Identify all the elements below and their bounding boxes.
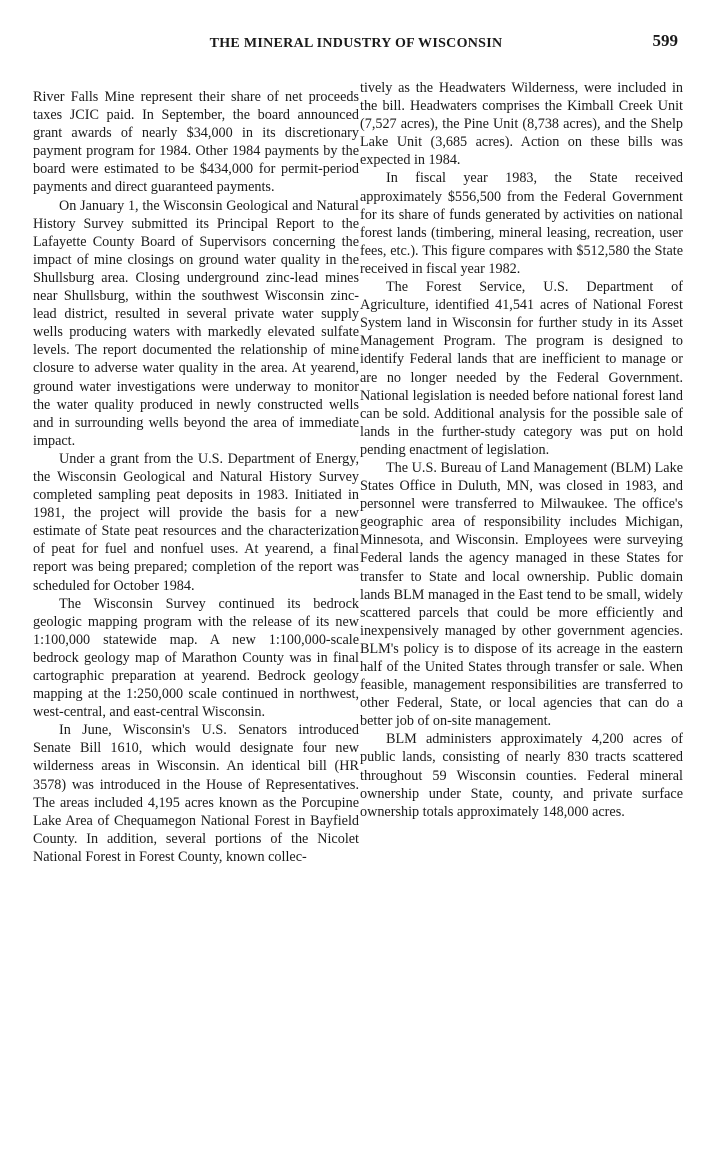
page-number: 599 [652, 31, 678, 50]
paragraph: The Wisconsin Survey continued its bedrock geologic mapping program with the release of its new 1:100,000 statewide map. A new 1:100,000-scale bedrock geology map of Marathon County was in final cartographic preparation at yearend. Bedrock geology mapping at the 1:250,000 scale continued in northwest, west-central, and east-central Wisconsin. [33, 595, 359, 721]
paragraph: River Falls Mine represent their share of net proceeds taxes JCIC paid. In September, the board announced grant awards of nearly $34,000 in its discretionary payment program for 1984. Other 1984 payments by the board were estimated to be $434,000 for permit-period payments and direct guaranteed payments. [33, 89, 359, 196]
paragraph: The Forest Service, U.S. Department of Agriculture, identified 41,541 acres of National Forest System land in Wisconsin for further study in its Asset Management Program. The program is designed to identify Federal lands that are inefficient to manage or are no longer needed by the Federal Government. National legislation is needed before national forest land can be sold. Additional analysis for the possible sale of lands in the further-study category was put on hold pending enactment of legislation. [360, 279, 683, 458]
paragraph: tively as the Headwaters Wilderness, were included in the bill. Headwaters comprises the Kimball Creek Unit (7,527 acres), the Pine Unit (8,738 acres), and the Shelp Lake Unit (3,685 acres). Action on these bills was expected in 1984. [360, 80, 683, 169]
right-column [360, 79, 683, 821]
paragraph: In fiscal year 1983, the State received approximately $556,500 from the Federal Government for its share of funds generated by activities on national forest lands (timbering, mineral leasing, recreation, user fees, etc.). This figure compares with $512,580 the State received in fiscal year 1982. [360, 170, 683, 277]
running-title: THE MINERAL INDUSTRY OF WISCONSIN [209, 36, 503, 51]
left-column [33, 88, 359, 866]
paragraph: Under a grant from the U.S. Department of Energy, the Wisconsin Geological and Natural History Survey completed sampling peat deposits in 1983. Initiated in 1981, the project will provide the basis for a new estimate of State peat resources and the characterization of peat for fuel and nonfuel uses. At yearend, a final report was being prepared; completion of the report was scheduled for October 1984. [33, 450, 359, 594]
paragraph: BLM administers approximately 4,200 acres of public lands, consisting of nearly 830 tracts scattered throughout 59 Wisconsin counties. Federal mineral ownership under State, county, and private surface ownership totals approximately 148,000 acres. [360, 731, 683, 820]
paragraph: The U.S. Bureau of Land Management (BLM) Lake States Office in Duluth, MN, was closed in 1983, and personnel were transferred to Milwaukee. The office's geographic area of responsibility includes Michigan, Minnesota, and Wisconsin. Employees were surveying Federal lands the agency managed in these States for transfer to State and local ownership. Public domain lands BLM managed in the East tend to be small, widely scattered parcels that could be more efficiently and inexpensively managed by other government agencies. BLM's policy is to dispose of its acreage in the eastern half of the United States through transfer or sale. When feasible, management responsibilities are transferred to other Federal, State, or local agencies that can do a better job of on-site management. [360, 459, 683, 730]
paragraph: On January 1, the Wisconsin Geological and Natural History Survey submitted its Principal Report to the Lafayette County Board of Supervisors concerning the impact of mine closings on ground water quality in the Shullsburg area. Closing underground zinc-lead mines near Shullsburg, within the southwest Wisconsin zinc-lead district, resulted in several private water supply wells producing waters with markedly elevated sulfate levels. The report documented the relationship of mine closure to adverse water quality in the area. At yearend, ground water investigations were underway to monitor the water quality produced in newly constructed wells and in surrounding wells beyond the area of immediate impact. [33, 197, 359, 449]
paragraph: In June, Wisconsin's U.S. Senators introduced Senate Bill 1610, which would designate four new wilderness areas in Wisconsin. An identical bill (HR 3578) was introduced in the House of Representatives. The areas included 4,195 acres known as the Porcupine Lake Area of Chequamegon National Forest in Bayfield County. In addition, several portions of the Nicolet National Forest in Forest County, known collec- [33, 722, 359, 865]
